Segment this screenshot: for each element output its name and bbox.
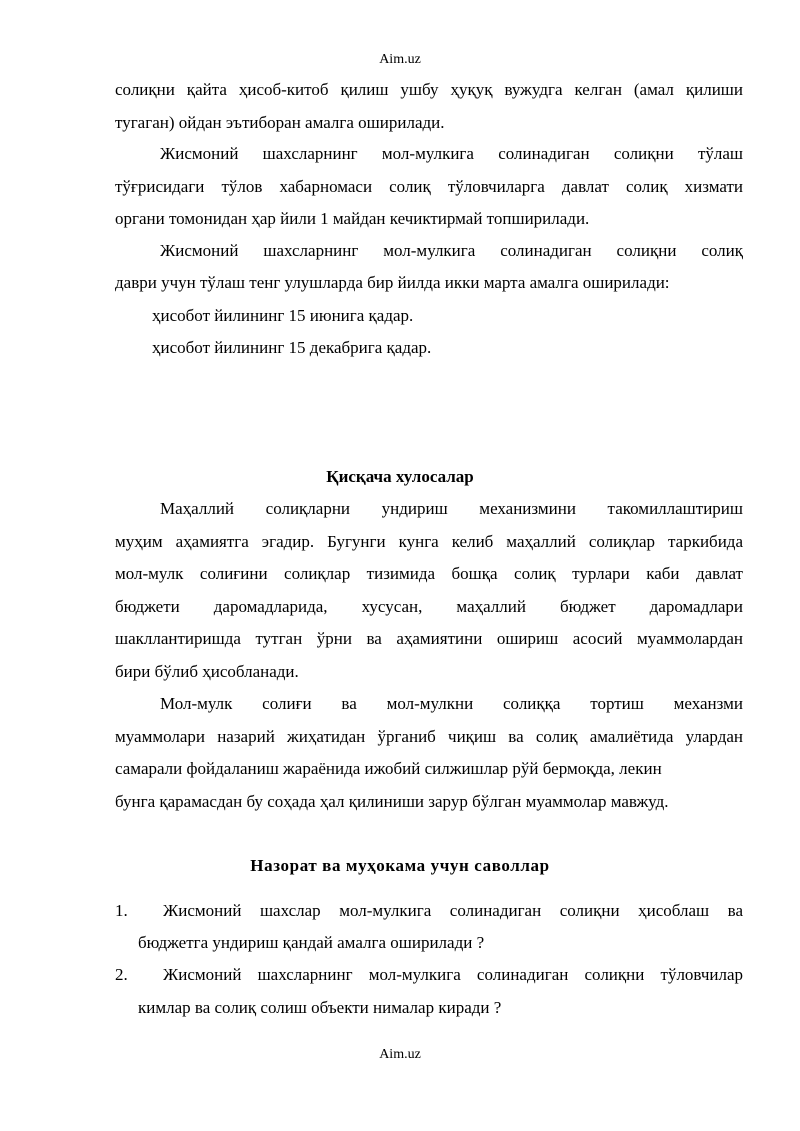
question-line: Жисмоний шахсларнинг мол-мулкига солинадиган солиқни тўловчилар <box>163 965 743 984</box>
paragraph-line: тўғрисидаги тўлов хабарномаси солиқ тўловчиларга давлат солиқ хизмати <box>115 177 743 196</box>
deadline-item: ҳисобот йилининг 15 декабрига қадар. <box>152 338 432 357</box>
paragraph-line: бюджети даромадларида, хусусан, маҳаллий бюджет даромадлари <box>115 597 743 616</box>
paragraph-line: Жисмоний шахсларнинг мол-мулкига солинадиган солиқни солиқ <box>160 241 743 260</box>
paragraph-line: бунга қарамасдан бу соҳада ҳал қилиниши зарур бўлган муаммолар мавжуд. <box>115 792 669 811</box>
paragraph-line: Мол-мулк солиғи ва мол-мулкни солиққа тортиш механзми <box>160 694 743 713</box>
paragraph-line: бири бўлиб ҳисобланади. <box>115 662 299 681</box>
paragraph-line: самарали фойдаланиш жараёнида ижобий силжишлар рўй бермоқда, лекин <box>115 759 662 778</box>
paragraph-line: тугаган) ойдан эътиборан амалга оширилади. <box>115 113 445 132</box>
section-title-summary: Қисқача хулосалар <box>326 467 474 486</box>
page-footer-source: Aim.uz <box>379 1047 421 1062</box>
paragraph-line: мол-мулк солиғини солиқлар тизимида бошқа солиқ турлари каби давлат <box>115 564 743 583</box>
question-number: 1. <box>115 901 128 920</box>
paragraph-line: даври учун тўлаш тенг улушларда бир йилда икки марта амалга оширилади: <box>115 273 670 292</box>
page-header-source: Aim.uz <box>379 52 421 67</box>
paragraph-line: солиқни қайта ҳисоб-китоб қилиш ушбу ҳуқуқ вужудга келган (амал қилиши <box>115 80 743 99</box>
question-line: бюджетга ундириш қандай амалга оширилади ? <box>138 933 485 952</box>
paragraph-line: муаммолари назарий жиҳатидан ўрганиб чиқиш ва солиқ амалиётида улардан <box>115 727 743 746</box>
paragraph-line: муҳим аҳамиятга эгадир. Бугунги кунга келиб маҳаллий солиқлар таркибида <box>115 532 743 551</box>
paragraph-line: Жисмоний шахсларнинг мол-мулкига солинадиган солиқни тўлаш <box>160 144 743 163</box>
paragraph-line: органи томонидан ҳар йили 1 майдан кечиктирмай топширилади. <box>115 209 590 228</box>
question-line: Жисмоний шахслар мол-мулкига солинадиган солиқни ҳисоблаш ва <box>163 901 743 920</box>
section-title-questions: Назорат ва муҳокама учун саволлар <box>250 856 550 875</box>
paragraph-line: Маҳаллий солиқларни ундириш механизмини такомиллаштириш <box>160 499 743 518</box>
deadline-item: ҳисобот йилининг 15 июнига қадар. <box>152 306 414 325</box>
paragraph-line: шакллантиришда тутган ўрни ва аҳамиятини ошириш асосий муаммолардан <box>115 629 743 648</box>
question-number: 2. <box>115 965 128 984</box>
question-line: кимлар ва солиқ солиш объекти нималар киради ? <box>138 998 502 1017</box>
